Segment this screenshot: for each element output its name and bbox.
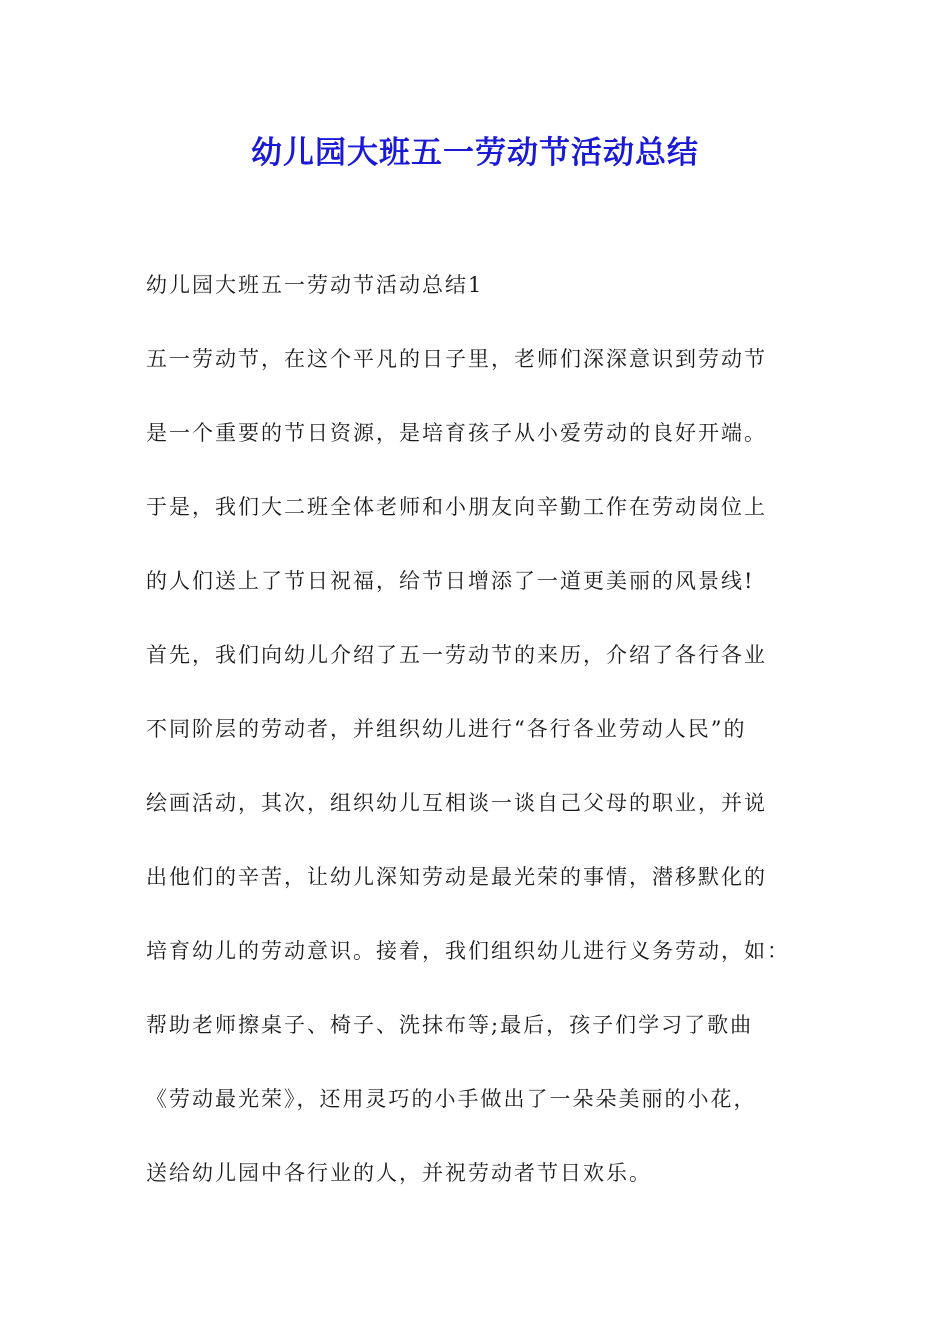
paragraph-line: 不同阶层的劳动者，并组织幼儿进行“各行各业劳动人民”的 <box>146 717 747 741</box>
document-body <box>146 262 816 1224</box>
paragraph-line: 于是，我们大二班全体老师和小朋友向辛勤工作在劳动岗位上 <box>146 495 767 519</box>
section-heading: 幼儿园大班五一劳动节活动总结1 <box>146 273 484 297</box>
paragraph-line: 出他们的辛苦，让幼儿深知劳动是最光荣的事情，潜移默化的 <box>146 865 767 889</box>
paragraph-line: 首先，我们向幼儿介绍了五一劳动节的来历，介绍了各行各业 <box>146 643 767 667</box>
document-title: 幼儿园大班五一劳动节活动总结 <box>251 135 699 171</box>
paragraph-line: 送给幼儿园中各行业的人，并祝劳动者节日欢乐。 <box>146 1161 652 1185</box>
paragraph-line: 培育幼儿的劳动意识。接着，我们组织幼儿进行义务劳动，如： <box>146 939 790 963</box>
paragraph-line: 帮助老师擦桌子、椅子、洗抹布等;最后，孩子们学习了歌曲 <box>146 1013 754 1037</box>
paragraph-line: 《劳动最光荣》，还用灵巧的小手做出了一朵朵美丽的小花， <box>146 1087 757 1111</box>
paragraph-line: 是一个重要的节日资源，是培育孩子从小爱劳动的良好开端。 <box>146 421 767 445</box>
paragraph-line: 绘画活动，其次，组织幼儿互相谈一谈自己父母的职业，并说 <box>146 791 767 815</box>
paragraph-line: 的人们送上了节日祝福，给节日增添了一道更美丽的风景线! <box>146 569 755 593</box>
paragraph-line: 五一劳动节，在这个平凡的日子里，老师们深深意识到劳动节 <box>146 347 767 371</box>
